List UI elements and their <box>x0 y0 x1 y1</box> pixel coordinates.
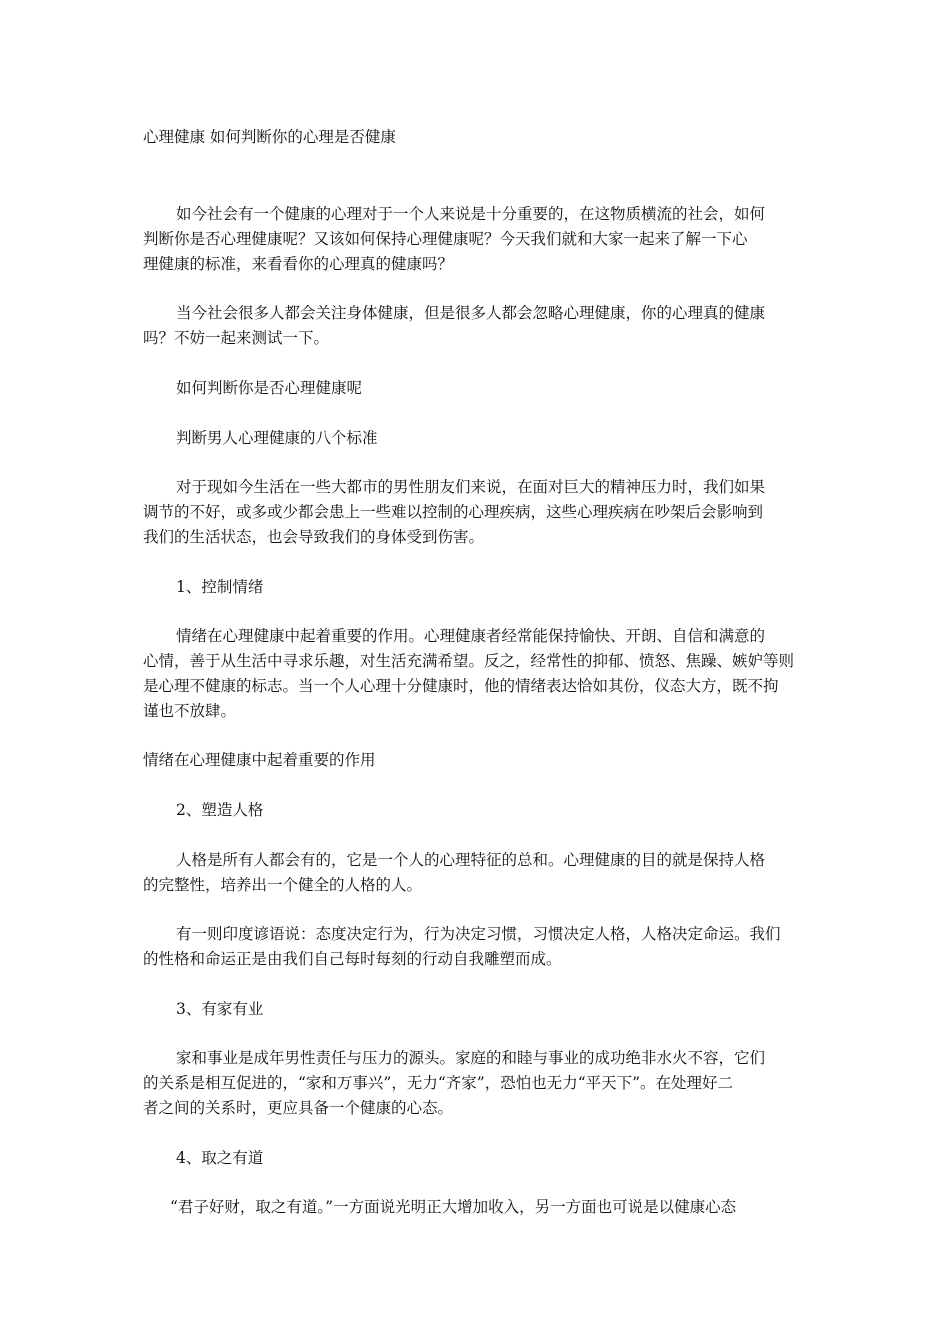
paragraph-7-line-3: 者之间的关系时，更应具备一个健康的心态。 <box>143 1099 454 1117</box>
image-caption: 情绪在心理健康中起着重要的作用 <box>143 751 376 769</box>
paragraph-7-line-2: 的关系是相互促进的，“家和万事兴”，无力“齐家”，恐怕也无力“平天下”。在处理好二 <box>143 1074 734 1092</box>
paragraph-4-line-3: 是心理不健康的标志。当一个人心理十分健康时，他的情绪表达恰如其份，仪态大方，既不拘 <box>143 677 779 695</box>
paragraph-4-line-4: 谨也不放肆。 <box>143 702 237 720</box>
paragraph-4-line-2: 心情，善于从生活中寻求乐趣，对生活充满希望。反之，经常性的抑郁、愤怒、焦躁、嫉妒等则 <box>143 652 795 670</box>
paragraph-5-line-2: 的完整性，培养出一个健全的人格的人。 <box>143 876 423 894</box>
paragraph-8-line-1: “君子好财，取之有道。”一方面说光明正大增加收入，另一方面也可说是以健康心态 <box>170 1198 737 1216</box>
paragraph-3-line-1: 对于现如今生活在一些大都市的男性朋友们来说，在面对巨大的精神压力时，我们如果 <box>176 478 766 496</box>
paragraph-3-line-3: 我们的生活状态，也会导致我们的身体受到伤害。 <box>143 528 485 546</box>
paragraph-3-line-2: 调节的不好，或多或少都会患上一些难以控制的心理疾病，这些心理疾病在吵架后会影响到 <box>143 503 764 521</box>
paragraph-1-line-3: 理健康的标准，来看看你的心理真的健康吗？ <box>143 255 454 273</box>
standard-1-heading: 1、控制情绪 <box>176 578 264 596</box>
paragraph-1-line-1: 如今社会有一个健康的心理对于一个人来说是十分重要的，在这物质横流的社会，如何 <box>176 205 766 223</box>
paragraph-6-line-2: 的性格和命运正是由我们自己每时每刻的行动自我雕塑而成。 <box>143 950 562 968</box>
paragraph-2-line-1: 当今社会很多人都会关注身体健康，但是很多人都会忽略心理健康，你的心理真的健康 <box>176 304 766 322</box>
standard-3-heading: 3、有家有业 <box>176 1000 264 1018</box>
paragraph-6-line-1: 有一则印度谚语说：态度决定行为，行为决定习惯，习惯决定人格，人格决定命运。我们 <box>176 925 781 943</box>
section-subheading: 判断男人心理健康的八个标准 <box>176 429 378 447</box>
paragraph-5-line-1: 人格是所有人都会有的，它是一个人的心理特征的总和。心理健康的目的就是保持人格 <box>176 851 766 869</box>
standard-4-heading: 4、取之有道 <box>176 1149 264 1167</box>
paragraph-4-line-1: 情绪在心理健康中起着重要的作用。心理健康者经常能保持愉快、开朗、自信和满意的 <box>176 627 766 645</box>
paragraph-1-line-2: 判断你是否心理健康呢？又该如何保持心理健康呢？今天我们就和大家一起来了解一下心 <box>143 230 748 248</box>
document-title: 心理健康 如何判断你的心理是否健康 <box>143 128 396 146</box>
section-heading: 如何判断你是否心理健康呢 <box>176 379 363 397</box>
standard-2-heading: 2、塑造人格 <box>176 801 264 819</box>
paragraph-7-line-1: 家和事业是成年男性责任与压力的源头。家庭的和睦与事业的成功绝非水火不容，它们 <box>176 1049 766 1067</box>
paragraph-2-line-2: 吗？不妨一起来测试一下。 <box>143 329 330 347</box>
